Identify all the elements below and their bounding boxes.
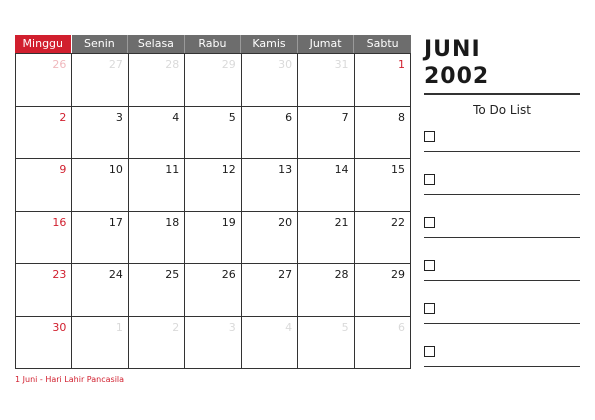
day-cell: [298, 107, 354, 160]
day-cell: [185, 264, 241, 317]
day-number: 27: [108, 58, 123, 71]
todo-item[interactable]: [424, 174, 580, 195]
day-cell: [355, 264, 411, 317]
day-cell: [16, 107, 72, 160]
checkbox-icon[interactable]: [424, 131, 435, 142]
day-cell: [16, 54, 72, 107]
day-number: 24: [108, 268, 123, 281]
day-cell: [16, 212, 72, 265]
divider: [424, 93, 580, 95]
checkbox-icon[interactable]: [424, 346, 435, 357]
day-cell: [355, 212, 411, 265]
day-cell: [185, 317, 241, 370]
day-cell: [72, 212, 128, 265]
calendar: [15, 35, 411, 369]
day-cell: [185, 54, 241, 107]
weekday-sunday: Minggu: [15, 35, 72, 53]
checkbox-icon[interactable]: [424, 303, 435, 314]
day-number: 16: [52, 215, 67, 229]
day-cell: [16, 264, 72, 317]
day-cell: [355, 54, 411, 107]
day-number: 4: [172, 110, 180, 124]
day-cell: [242, 212, 298, 265]
day-number: 4: [285, 320, 293, 334]
year-label: 2002: [424, 64, 490, 89]
day-cell: [298, 212, 354, 265]
day-cell: [242, 54, 298, 107]
day-cell: [242, 107, 298, 160]
day-number: 26: [52, 58, 67, 71]
day-number: 2: [172, 320, 180, 334]
day-cell: [355, 159, 411, 212]
day-number: 3: [115, 110, 123, 124]
day-number: 13: [278, 163, 293, 176]
day-number: 22: [390, 215, 405, 229]
day-cell: [129, 159, 185, 212]
weekday-monday: Senin: [72, 35, 129, 53]
day-cell: [298, 264, 354, 317]
weekday-thursday: Kamis: [241, 35, 298, 53]
day-number: 6: [397, 320, 405, 334]
day-number: 20: [278, 215, 293, 229]
day-cell: [242, 264, 298, 317]
day-cell: [72, 107, 128, 160]
day-cell: [185, 107, 241, 160]
day-number: 18: [165, 215, 180, 229]
day-cell: [72, 317, 128, 370]
day-number: 3: [228, 320, 236, 334]
month-label: JUNI: [424, 37, 481, 62]
day-number: 6: [285, 110, 293, 124]
day-number: 28: [165, 58, 180, 71]
day-number: 30: [52, 320, 67, 334]
day-cell: [129, 54, 185, 107]
day-number: 17: [108, 215, 123, 229]
day-number: 15: [390, 163, 405, 176]
day-number: 5: [341, 320, 349, 334]
day-cell: [129, 317, 185, 370]
day-cell: [298, 54, 354, 107]
day-number: 1: [397, 58, 405, 71]
day-cell: [129, 264, 185, 317]
weekday-friday: Jumat: [298, 35, 355, 53]
checkbox-icon[interactable]: [424, 260, 435, 271]
day-cell: [185, 212, 241, 265]
weekday-wednesday: Rabu: [185, 35, 242, 53]
day-cell: [298, 317, 354, 370]
day-cell: [298, 159, 354, 212]
weekday-saturday: Sabtu: [354, 35, 411, 53]
day-number: 30: [278, 58, 293, 71]
day-number: 11: [165, 163, 180, 176]
day-number: 26: [221, 268, 236, 281]
checkbox-icon[interactable]: [424, 174, 435, 185]
todo-item[interactable]: [424, 303, 580, 324]
day-number: 23: [52, 268, 67, 281]
day-number: 14: [334, 163, 349, 176]
day-number: 8: [397, 110, 405, 124]
day-number: 9: [59, 163, 67, 176]
day-number: 29: [221, 58, 236, 71]
day-number: 31: [334, 58, 349, 71]
day-number: 12: [221, 163, 236, 176]
day-cell: [16, 159, 72, 212]
day-number: 28: [334, 268, 349, 281]
day-cell: [355, 317, 411, 370]
weekday-header: [15, 35, 411, 53]
day-number: 2: [59, 110, 67, 124]
calendar-grid: [15, 53, 411, 369]
day-number: 5: [228, 110, 236, 124]
day-cell: [242, 317, 298, 370]
day-number: 29: [390, 268, 405, 281]
day-cell: [72, 54, 128, 107]
day-number: 21: [334, 215, 349, 229]
day-cell: [355, 107, 411, 160]
day-cell: [242, 159, 298, 212]
day-cell: [129, 107, 185, 160]
day-number: 1: [115, 320, 123, 334]
day-number: 25: [165, 268, 180, 281]
todo-list-title: To Do List: [473, 103, 531, 117]
day-cell: [16, 317, 72, 370]
day-cell: [72, 159, 128, 212]
todo-item[interactable]: [424, 260, 580, 281]
todo-item[interactable]: [424, 131, 580, 152]
holiday-note: 1 Juni - Hari Lahir Pancasila: [15, 375, 125, 384]
todo-item[interactable]: [424, 346, 580, 367]
todo-item[interactable]: [424, 217, 580, 238]
day-number: 10: [108, 163, 123, 176]
checkbox-icon[interactable]: [424, 217, 435, 228]
day-number: 19: [221, 215, 236, 229]
day-cell: [185, 159, 241, 212]
month-year-title: [424, 36, 489, 90]
weekday-tuesday: Selasa: [128, 35, 185, 53]
day-cell: [72, 264, 128, 317]
day-number: 27: [278, 268, 293, 281]
day-cell: [129, 212, 185, 265]
day-number: 7: [341, 110, 349, 124]
